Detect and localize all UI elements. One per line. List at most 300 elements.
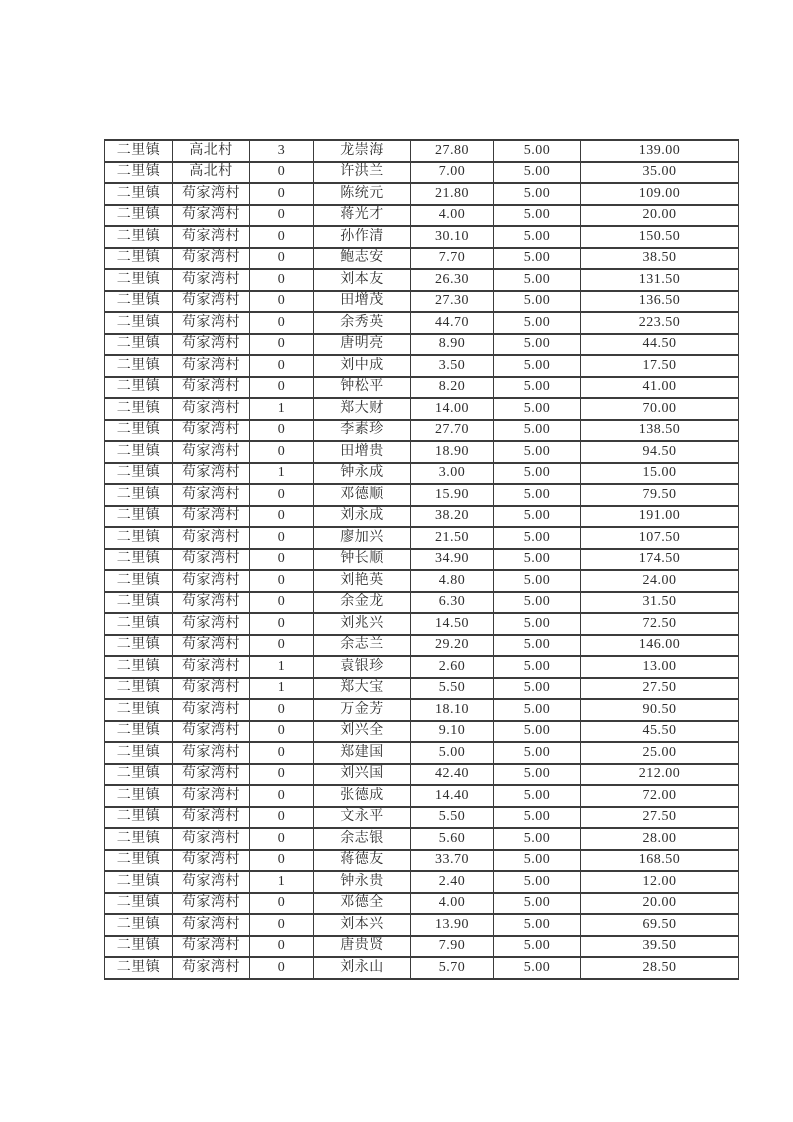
- cell-quantity: 27.70: [411, 420, 494, 442]
- cell-town: 二里镇: [105, 441, 173, 463]
- cell-name: 余志银: [314, 828, 411, 850]
- cell-amount: 44.50: [581, 334, 739, 356]
- cell-quantity: 5.50: [411, 678, 494, 700]
- table-row: [105, 162, 739, 184]
- table-row: [105, 957, 739, 979]
- cell-unit-price: 5.00: [494, 742, 581, 764]
- cell-town: 二里镇: [105, 570, 173, 592]
- cell-amount: 191.00: [581, 506, 739, 528]
- cell-quantity: 27.30: [411, 291, 494, 313]
- table-row: [105, 699, 739, 721]
- cell-unit-price: 5.00: [494, 850, 581, 872]
- cell-town: 二里镇: [105, 914, 173, 936]
- cell-amount: 27.50: [581, 807, 739, 829]
- cell-name: 钟永成: [314, 463, 411, 485]
- cell-town: 二里镇: [105, 484, 173, 506]
- cell-amount: 28.00: [581, 828, 739, 850]
- table-row: [105, 721, 739, 743]
- cell-count: 0: [250, 226, 314, 248]
- cell-amount: 13.00: [581, 656, 739, 678]
- cell-quantity: 2.40: [411, 871, 494, 893]
- cell-unit-price: 5.00: [494, 527, 581, 549]
- cell-village: 苟家湾村: [173, 420, 250, 442]
- cell-name: 唐明亮: [314, 334, 411, 356]
- cell-town: 二里镇: [105, 656, 173, 678]
- cell-village: 苟家湾村: [173, 785, 250, 807]
- cell-count: 0: [250, 807, 314, 829]
- cell-name: 刘本友: [314, 269, 411, 291]
- cell-name: 刘本兴: [314, 914, 411, 936]
- data-table-body: [105, 140, 739, 979]
- table-row: [105, 613, 739, 635]
- cell-unit-price: 5.00: [494, 613, 581, 635]
- table-row: [105, 205, 739, 227]
- cell-unit-price: 5.00: [494, 871, 581, 893]
- cell-count: 1: [250, 656, 314, 678]
- cell-village: 苟家湾村: [173, 355, 250, 377]
- cell-count: 0: [250, 291, 314, 313]
- cell-village: 苟家湾村: [173, 957, 250, 979]
- cell-town: 二里镇: [105, 635, 173, 657]
- cell-name: 钟长顺: [314, 549, 411, 571]
- cell-amount: 94.50: [581, 441, 739, 463]
- cell-town: 二里镇: [105, 420, 173, 442]
- cell-town: 二里镇: [105, 764, 173, 786]
- cell-unit-price: 5.00: [494, 269, 581, 291]
- cell-amount: 107.50: [581, 527, 739, 549]
- cell-town: 二里镇: [105, 721, 173, 743]
- table-row: [105, 678, 739, 700]
- cell-quantity: 30.10: [411, 226, 494, 248]
- table-row: [105, 570, 739, 592]
- cell-unit-price: 5.00: [494, 441, 581, 463]
- cell-count: 1: [250, 398, 314, 420]
- cell-village: 苟家湾村: [173, 312, 250, 334]
- cell-name: 余金龙: [314, 592, 411, 614]
- cell-amount: 131.50: [581, 269, 739, 291]
- cell-name: 蒋光才: [314, 205, 411, 227]
- cell-town: 二里镇: [105, 162, 173, 184]
- cell-name: 田增茂: [314, 291, 411, 313]
- cell-count: 0: [250, 828, 314, 850]
- cell-town: 二里镇: [105, 334, 173, 356]
- cell-village: 苟家湾村: [173, 334, 250, 356]
- cell-amount: 139.00: [581, 140, 739, 162]
- cell-amount: 69.50: [581, 914, 739, 936]
- cell-village: 苟家湾村: [173, 592, 250, 614]
- cell-amount: 168.50: [581, 850, 739, 872]
- cell-quantity: 27.80: [411, 140, 494, 162]
- cell-count: 0: [250, 592, 314, 614]
- cell-quantity: 14.50: [411, 613, 494, 635]
- cell-town: 二里镇: [105, 785, 173, 807]
- table-row: [105, 592, 739, 614]
- table-row: [105, 635, 739, 657]
- cell-unit-price: 5.00: [494, 248, 581, 270]
- cell-amount: 31.50: [581, 592, 739, 614]
- cell-name: 蒋德友: [314, 850, 411, 872]
- cell-count: 0: [250, 312, 314, 334]
- cell-quantity: 42.40: [411, 764, 494, 786]
- cell-village: 苟家湾村: [173, 269, 250, 291]
- cell-name: 文永平: [314, 807, 411, 829]
- cell-unit-price: 5.00: [494, 936, 581, 958]
- cell-name: 刘兴国: [314, 764, 411, 786]
- cell-count: 1: [250, 871, 314, 893]
- table-row: [105, 269, 739, 291]
- cell-town: 二里镇: [105, 291, 173, 313]
- cell-quantity: 7.90: [411, 936, 494, 958]
- cell-name: 袁银珍: [314, 656, 411, 678]
- cell-amount: 138.50: [581, 420, 739, 442]
- cell-unit-price: 5.00: [494, 291, 581, 313]
- cell-name: 钟松平: [314, 377, 411, 399]
- cell-unit-price: 5.00: [494, 162, 581, 184]
- cell-name: 廖加兴: [314, 527, 411, 549]
- cell-count: 0: [250, 613, 314, 635]
- cell-town: 二里镇: [105, 527, 173, 549]
- cell-amount: 41.00: [581, 377, 739, 399]
- cell-quantity: 13.90: [411, 914, 494, 936]
- cell-village: 高北村: [173, 162, 250, 184]
- cell-amount: 28.50: [581, 957, 739, 979]
- cell-name: 李素珍: [314, 420, 411, 442]
- table-row: [105, 248, 739, 270]
- table-row: [105, 527, 739, 549]
- cell-name: 许洪兰: [314, 162, 411, 184]
- cell-unit-price: 5.00: [494, 807, 581, 829]
- cell-count: 0: [250, 850, 314, 872]
- cell-count: 0: [250, 527, 314, 549]
- cell-unit-price: 5.00: [494, 183, 581, 205]
- cell-unit-price: 5.00: [494, 484, 581, 506]
- cell-town: 二里镇: [105, 248, 173, 270]
- cell-quantity: 26.30: [411, 269, 494, 291]
- cell-unit-price: 5.00: [494, 549, 581, 571]
- cell-village: 苟家湾村: [173, 828, 250, 850]
- cell-count: 0: [250, 334, 314, 356]
- cell-count: 0: [250, 764, 314, 786]
- cell-amount: 38.50: [581, 248, 739, 270]
- cell-village: 苟家湾村: [173, 441, 250, 463]
- table-row: [105, 484, 739, 506]
- cell-village: 苟家湾村: [173, 248, 250, 270]
- cell-name: 刘中成: [314, 355, 411, 377]
- cell-town: 二里镇: [105, 312, 173, 334]
- cell-quantity: 3.50: [411, 355, 494, 377]
- cell-village: 苟家湾村: [173, 226, 250, 248]
- cell-town: 二里镇: [105, 355, 173, 377]
- cell-count: 1: [250, 678, 314, 700]
- cell-count: 0: [250, 162, 314, 184]
- cell-village: 苟家湾村: [173, 613, 250, 635]
- table-row: [105, 291, 739, 313]
- cell-name: 余秀英: [314, 312, 411, 334]
- cell-name: 钟永贵: [314, 871, 411, 893]
- cell-amount: 17.50: [581, 355, 739, 377]
- cell-quantity: 9.10: [411, 721, 494, 743]
- cell-count: 0: [250, 957, 314, 979]
- cell-unit-price: 5.00: [494, 893, 581, 915]
- table-row: [105, 398, 739, 420]
- cell-town: 二里镇: [105, 678, 173, 700]
- cell-name: 刘永山: [314, 957, 411, 979]
- cell-name: 万金芳: [314, 699, 411, 721]
- cell-unit-price: 5.00: [494, 463, 581, 485]
- cell-town: 二里镇: [105, 699, 173, 721]
- cell-town: 二里镇: [105, 893, 173, 915]
- cell-name: 刘兴全: [314, 721, 411, 743]
- cell-town: 二里镇: [105, 592, 173, 614]
- cell-quantity: 4.80: [411, 570, 494, 592]
- cell-town: 二里镇: [105, 269, 173, 291]
- table-row: [105, 463, 739, 485]
- table-row: [105, 828, 739, 850]
- table-row: [105, 183, 739, 205]
- cell-amount: 45.50: [581, 721, 739, 743]
- cell-count: 0: [250, 441, 314, 463]
- cell-town: 二里镇: [105, 613, 173, 635]
- cell-quantity: 18.90: [411, 441, 494, 463]
- cell-amount: 109.00: [581, 183, 739, 205]
- cell-name: 邓德顺: [314, 484, 411, 506]
- cell-count: 0: [250, 914, 314, 936]
- table-row: [105, 850, 739, 872]
- cell-count: 0: [250, 570, 314, 592]
- cell-quantity: 2.60: [411, 656, 494, 678]
- cell-count: 0: [250, 484, 314, 506]
- cell-quantity: 29.20: [411, 635, 494, 657]
- table-row: [105, 312, 739, 334]
- cell-town: 二里镇: [105, 957, 173, 979]
- cell-village: 苟家湾村: [173, 484, 250, 506]
- cell-name: 郑大宝: [314, 678, 411, 700]
- cell-unit-price: 5.00: [494, 420, 581, 442]
- cell-count: 0: [250, 635, 314, 657]
- table-row: [105, 936, 739, 958]
- table-row: [105, 914, 739, 936]
- table-row: [105, 377, 739, 399]
- cell-unit-price: 5.00: [494, 785, 581, 807]
- cell-quantity: 38.20: [411, 506, 494, 528]
- cell-quantity: 5.70: [411, 957, 494, 979]
- cell-village: 苟家湾村: [173, 914, 250, 936]
- cell-unit-price: 5.00: [494, 656, 581, 678]
- cell-count: 3: [250, 140, 314, 162]
- cell-amount: 15.00: [581, 463, 739, 485]
- cell-count: 0: [250, 355, 314, 377]
- cell-unit-price: 5.00: [494, 140, 581, 162]
- cell-count: 0: [250, 205, 314, 227]
- table-row: [105, 420, 739, 442]
- cell-count: 0: [250, 506, 314, 528]
- table-row: [105, 506, 739, 528]
- cell-name: 余志兰: [314, 635, 411, 657]
- cell-village: 苟家湾村: [173, 678, 250, 700]
- cell-town: 二里镇: [105, 807, 173, 829]
- cell-amount: 24.00: [581, 570, 739, 592]
- cell-name: 陈统元: [314, 183, 411, 205]
- cell-count: 0: [250, 699, 314, 721]
- cell-village: 苟家湾村: [173, 291, 250, 313]
- cell-name: 郑建国: [314, 742, 411, 764]
- cell-unit-price: 5.00: [494, 592, 581, 614]
- cell-quantity: 21.80: [411, 183, 494, 205]
- cell-village: 苟家湾村: [173, 742, 250, 764]
- cell-unit-price: 5.00: [494, 506, 581, 528]
- cell-amount: 150.50: [581, 226, 739, 248]
- cell-town: 二里镇: [105, 549, 173, 571]
- cell-quantity: 4.00: [411, 205, 494, 227]
- cell-unit-price: 5.00: [494, 226, 581, 248]
- cell-unit-price: 5.00: [494, 721, 581, 743]
- cell-unit-price: 5.00: [494, 764, 581, 786]
- cell-quantity: 7.70: [411, 248, 494, 270]
- cell-amount: 174.50: [581, 549, 739, 571]
- cell-count: 0: [250, 248, 314, 270]
- cell-quantity: 3.00: [411, 463, 494, 485]
- table-row: [105, 355, 739, 377]
- cell-quantity: 8.20: [411, 377, 494, 399]
- cell-name: 刘永成: [314, 506, 411, 528]
- cell-village: 苟家湾村: [173, 398, 250, 420]
- cell-quantity: 21.50: [411, 527, 494, 549]
- cell-village: 苟家湾村: [173, 871, 250, 893]
- table-row: [105, 441, 739, 463]
- cell-amount: 35.00: [581, 162, 739, 184]
- cell-name: 邓德全: [314, 893, 411, 915]
- cell-village: 苟家湾村: [173, 936, 250, 958]
- table-row: [105, 226, 739, 248]
- cell-village: 苟家湾村: [173, 506, 250, 528]
- cell-town: 二里镇: [105, 828, 173, 850]
- cell-amount: 212.00: [581, 764, 739, 786]
- cell-count: 0: [250, 269, 314, 291]
- table-row: [105, 893, 739, 915]
- cell-quantity: 15.90: [411, 484, 494, 506]
- cell-quantity: 44.70: [411, 312, 494, 334]
- cell-quantity: 18.10: [411, 699, 494, 721]
- cell-town: 二里镇: [105, 506, 173, 528]
- cell-unit-price: 5.00: [494, 914, 581, 936]
- cell-quantity: 14.40: [411, 785, 494, 807]
- cell-unit-price: 5.00: [494, 377, 581, 399]
- cell-count: 0: [250, 893, 314, 915]
- cell-quantity: 6.30: [411, 592, 494, 614]
- cell-town: 二里镇: [105, 463, 173, 485]
- cell-amount: 25.00: [581, 742, 739, 764]
- cell-name: 刘兆兴: [314, 613, 411, 635]
- cell-town: 二里镇: [105, 205, 173, 227]
- cell-quantity: 8.90: [411, 334, 494, 356]
- cell-quantity: 5.50: [411, 807, 494, 829]
- data-table: [104, 139, 739, 980]
- cell-town: 二里镇: [105, 398, 173, 420]
- cell-town: 二里镇: [105, 936, 173, 958]
- cell-village: 苟家湾村: [173, 656, 250, 678]
- cell-town: 二里镇: [105, 871, 173, 893]
- cell-quantity: 4.00: [411, 893, 494, 915]
- cell-town: 二里镇: [105, 183, 173, 205]
- table-row: [105, 807, 739, 829]
- cell-unit-price: 5.00: [494, 312, 581, 334]
- table-row: [105, 871, 739, 893]
- cell-quantity: 5.60: [411, 828, 494, 850]
- cell-amount: 90.50: [581, 699, 739, 721]
- cell-village: 苟家湾村: [173, 570, 250, 592]
- cell-village: 苟家湾村: [173, 893, 250, 915]
- cell-town: 二里镇: [105, 850, 173, 872]
- cell-count: 1: [250, 463, 314, 485]
- cell-amount: 20.00: [581, 205, 739, 227]
- cell-amount: 12.00: [581, 871, 739, 893]
- cell-name: 张德成: [314, 785, 411, 807]
- cell-name: 郑大财: [314, 398, 411, 420]
- cell-quantity: 34.90: [411, 549, 494, 571]
- cell-quantity: 5.00: [411, 742, 494, 764]
- cell-town: 二里镇: [105, 377, 173, 399]
- cell-unit-price: 5.00: [494, 334, 581, 356]
- table-row: [105, 742, 739, 764]
- cell-unit-price: 5.00: [494, 699, 581, 721]
- cell-quantity: 7.00: [411, 162, 494, 184]
- cell-town: 二里镇: [105, 140, 173, 162]
- cell-village: 苟家湾村: [173, 205, 250, 227]
- cell-village: 苟家湾村: [173, 721, 250, 743]
- cell-quantity: 14.00: [411, 398, 494, 420]
- cell-town: 二里镇: [105, 226, 173, 248]
- cell-unit-price: 5.00: [494, 355, 581, 377]
- cell-count: 0: [250, 721, 314, 743]
- cell-town: 二里镇: [105, 742, 173, 764]
- table-row: [105, 140, 739, 162]
- cell-amount: 72.50: [581, 613, 739, 635]
- cell-amount: 79.50: [581, 484, 739, 506]
- cell-village: 苟家湾村: [173, 807, 250, 829]
- table-row: [105, 334, 739, 356]
- cell-unit-price: 5.00: [494, 398, 581, 420]
- cell-village: 苟家湾村: [173, 699, 250, 721]
- cell-name: 刘艳英: [314, 570, 411, 592]
- cell-name: 龙崇海: [314, 140, 411, 162]
- cell-amount: 39.50: [581, 936, 739, 958]
- cell-village: 苟家湾村: [173, 463, 250, 485]
- cell-name: 孙作清: [314, 226, 411, 248]
- cell-name: 田增贵: [314, 441, 411, 463]
- cell-amount: 136.50: [581, 291, 739, 313]
- cell-village: 苟家湾村: [173, 850, 250, 872]
- cell-village: 苟家湾村: [173, 377, 250, 399]
- cell-name: 鲍志安: [314, 248, 411, 270]
- cell-amount: 20.00: [581, 893, 739, 915]
- cell-unit-price: 5.00: [494, 678, 581, 700]
- cell-count: 0: [250, 936, 314, 958]
- cell-count: 0: [250, 183, 314, 205]
- cell-count: 0: [250, 377, 314, 399]
- cell-name: 唐贵贤: [314, 936, 411, 958]
- cell-amount: 27.50: [581, 678, 739, 700]
- cell-village: 苟家湾村: [173, 527, 250, 549]
- cell-amount: 146.00: [581, 635, 739, 657]
- table-row: [105, 785, 739, 807]
- cell-unit-price: 5.00: [494, 205, 581, 227]
- cell-count: 0: [250, 742, 314, 764]
- cell-village: 苟家湾村: [173, 549, 250, 571]
- cell-amount: 223.50: [581, 312, 739, 334]
- cell-count: 0: [250, 549, 314, 571]
- cell-village: 高北村: [173, 140, 250, 162]
- cell-unit-price: 5.00: [494, 635, 581, 657]
